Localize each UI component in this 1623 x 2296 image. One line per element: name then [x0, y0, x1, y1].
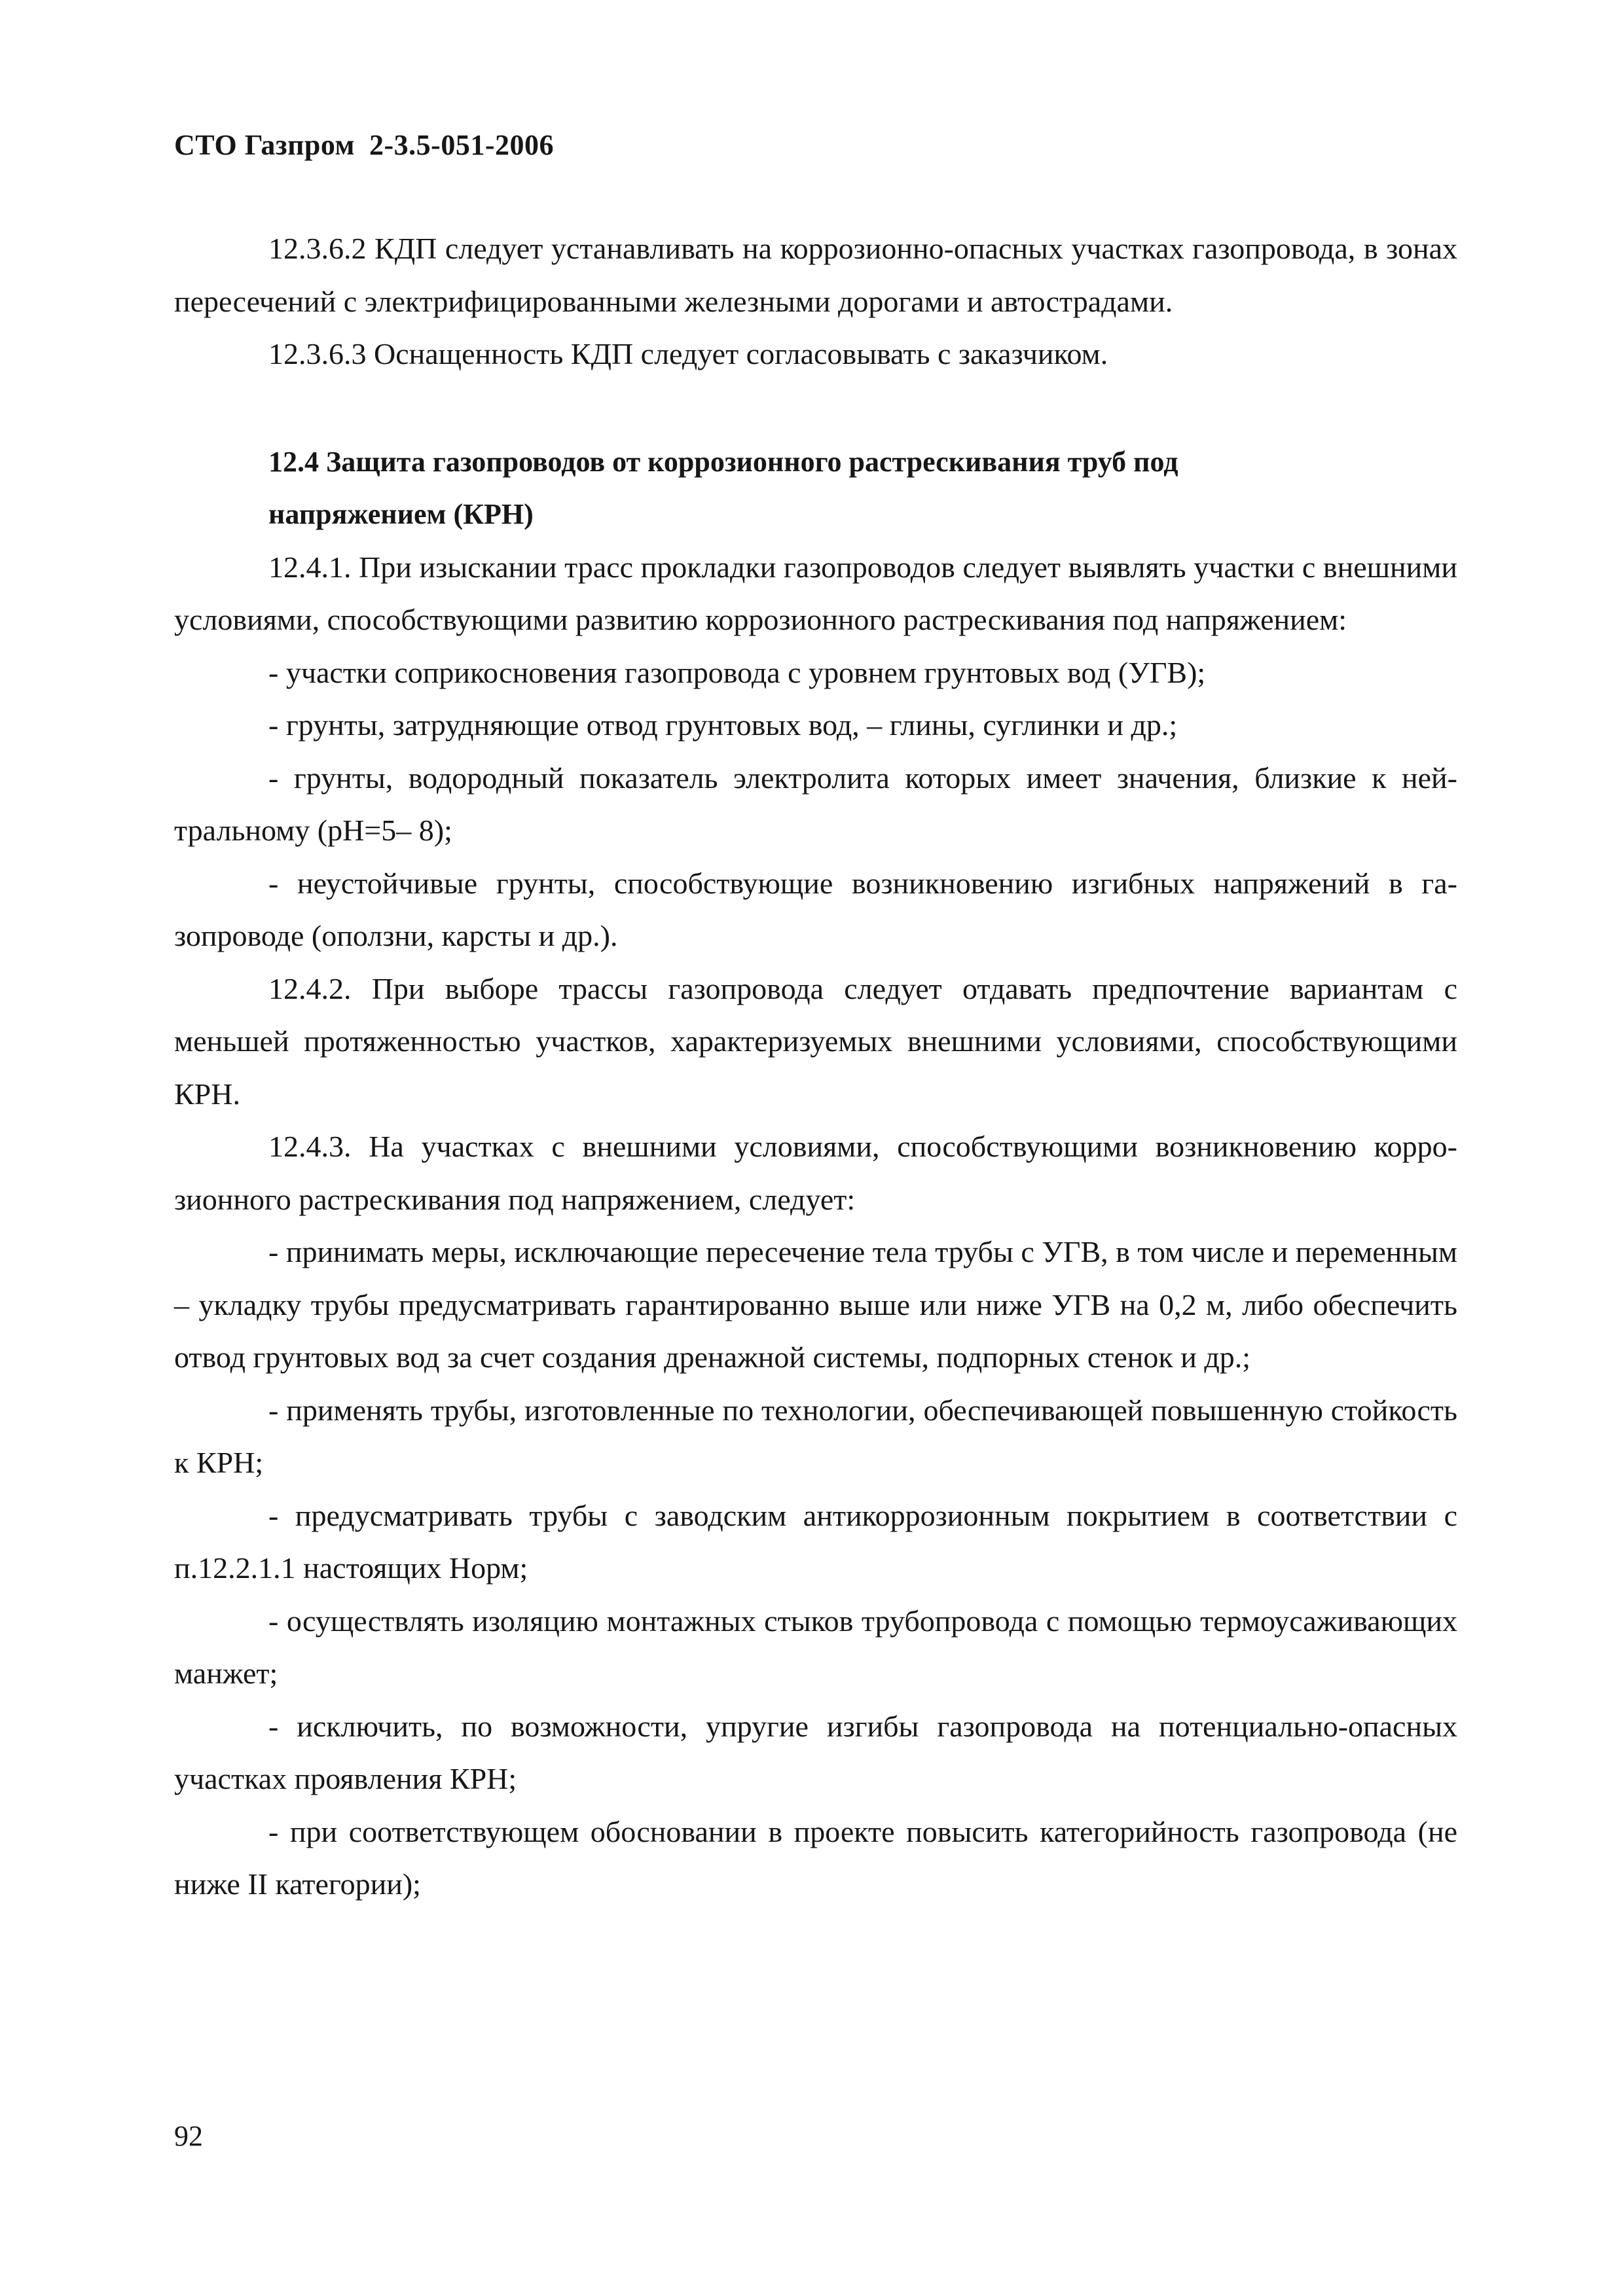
list-item: - осуществлять изоляцию монтажных стыков трубопровода с помощью термоусаживающих манжет;	[174, 1604, 1457, 1690]
list-item: - грунты, затрудняющие отвод грунтовых вод, – глины, суглинки и др.;	[268, 708, 1178, 742]
paragraph-12-3-6-3: 12.3.6.3 Оснащенность КДП следует согласовывать с заказчиком.	[268, 337, 1108, 370]
list-item: - при соответствующем обосновании в проекте повысить категорийность газопровода (не ниже II категории);	[174, 1814, 1457, 1901]
list-item: - неустойчивые грунты, способствующие возникновению изгибных напряжений в газопроводе (оползни, карсты и др.).	[174, 866, 1457, 952]
section-heading-12-4	[174, 436, 1381, 541]
header-org: СТО Газпром	[174, 129, 356, 161]
page-number: 92	[174, 2120, 203, 2152]
list-item: - исключить, по возможности, упругие изгибы газопровода на потенциально-опасных участках проявления КРН;	[174, 1709, 1457, 1795]
body-text	[174, 223, 1457, 1911]
section-heading-line-1: 12.4 Защита газопроводов от коррозионного растрескивания труб под	[268, 445, 1178, 478]
paragraph-12-4-2: 12.4.2. При выборе трассы газопровода следует отдавать предпочтение вариантам с меньшей протяженностью участков, характеризуемых внешними условиями, способствующими КРН.	[174, 971, 1457, 1111]
paragraph-12-3-6-2: 12.3.6.2 КДП следует устанавливать на коррозионно-опасных участках газопровода, в зонах пересечений с электрифицированными железными дорогами и автострадами.	[174, 232, 1457, 318]
section-heading-line-2: напряжением (КРН)	[268, 498, 534, 530]
list-item: - принимать меры, исключающие пересечение тела трубы с УГВ, в том числе и переменным – укладку трубы предусматривать гарантированно выше или ниже УГВ на 0,2 м, либо обеспечить отвод грунтовых вод за счет создания дренажной системы, подпорных стенок и др.;	[174, 1235, 1457, 1374]
list-item: - участки соприкосновения газопровода с уровнем грунтовых вод (УГВ);	[268, 655, 1206, 689]
list-item: - применять трубы, изготовленные по технологии, обеспечивающей повышенную стойкость к КРН;	[174, 1393, 1457, 1479]
paragraph-12-4-3: 12.4.3. На участках с внешними условиями, способствующими возникновению коррозионного растрескивания под напряжением, следует:	[174, 1130, 1457, 1216]
spacer	[174, 381, 1457, 436]
paragraph-12-4-1: 12.4.1. При изыскании трасс прокладки газопроводов следует выявлять участки с внешними условиями, способствующими развитию коррозионного растрескивания под напряжением:	[174, 550, 1457, 636]
header-standard-code: 2-3.5-051-2006	[369, 129, 554, 161]
running-header	[174, 128, 554, 162]
list-item: - предусматривать трубы с заводским антикоррозионным покрытием в соответствии с п.12.2.1.1 настоящих Норм;	[174, 1498, 1457, 1585]
list-item: - грунты, водородный показатель электролита которых имеет значения, близкие к нейтральному (pH=5– 8);	[174, 761, 1457, 847]
